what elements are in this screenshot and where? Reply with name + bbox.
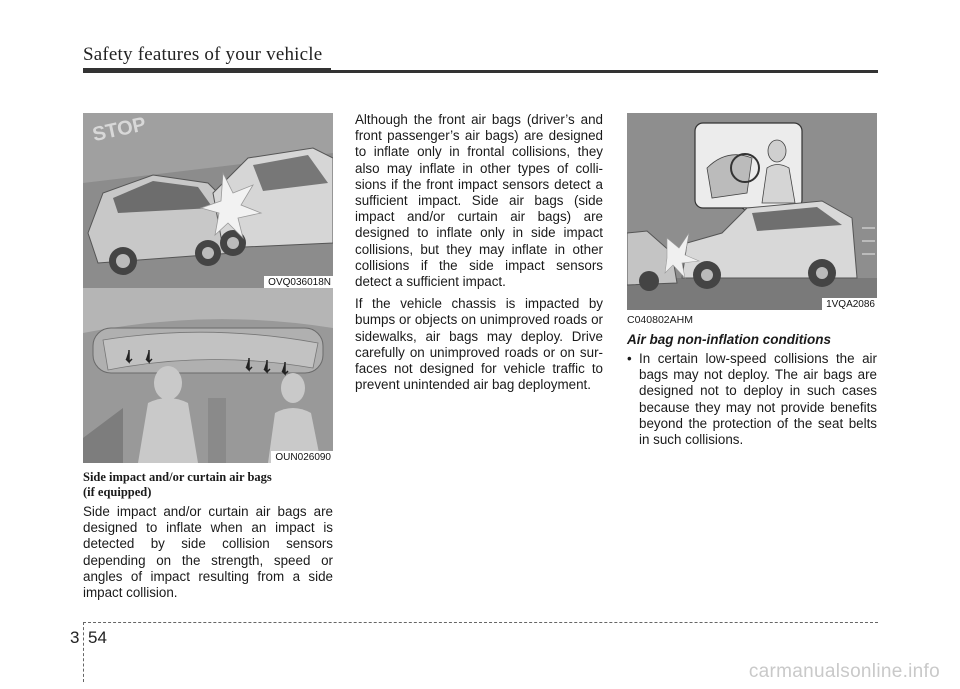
figure-code-label: OVQ036018N <box>264 276 333 288</box>
bullet-marker: • <box>627 351 632 366</box>
watermark-text: carmanualsonline.info <box>748 661 940 682</box>
left-body-text: Side impact and/or curtain air bags are designed to inflate when an impact is detected by side collision sensors depending on the strength, speed or angles of impact resulting from a side impact collision. <box>83 504 333 601</box>
header-rule-accent <box>83 68 331 73</box>
footer-divider <box>83 622 85 682</box>
figure-side-collision <box>83 113 333 288</box>
figure-code-label: OUN026090 <box>271 451 333 463</box>
side-collision-illustration <box>83 113 333 288</box>
left-column <box>83 470 333 601</box>
curtain-airbag-illustration <box>83 288 333 463</box>
page-header-title: Safety features of your vehicle <box>83 44 323 65</box>
caption-title: Side impact and/or curtain air bags <box>83 470 272 484</box>
middle-column <box>355 112 603 399</box>
chapter-number: 3 <box>70 628 80 647</box>
footer-rule <box>83 622 878 623</box>
section-code: C040802AHM <box>627 314 693 326</box>
bullet-item <box>627 351 877 448</box>
caption-subtitle: (if equipped) <box>83 485 152 499</box>
figure-front-collision <box>627 113 877 310</box>
front-collision-illustration <box>627 113 877 310</box>
middle-paragraph-2: If the vehicle chassis is impacted by bumps or objects on unimproved roads or sidewalks, air bags may deploy. Drive carefully on unimproved roads or on sur-faces not designed for vehicle traffic to prevent unintended air bag deployment. <box>355 296 603 393</box>
stop-road-marking: STOP <box>90 113 149 147</box>
figure-code-label: 1VQA2086 <box>822 298 877 310</box>
page-number: 54 <box>88 628 107 647</box>
section-heading: Air bag non-inflation conditions <box>627 332 831 347</box>
bullet-text: In certain low-speed collisions the air bags may not deploy. The air bags are designed not to deploy in such cases because they may not provide benefits beyond the protection of the seat belts in such collisions. <box>639 351 877 448</box>
figure-curtain-airbag <box>83 288 333 463</box>
middle-paragraph-1: Although the front air bags (driver’s and front passenger’s air bags) are designed to inflate only in frontal collisions, they also may inflate in other types of colli-sions if the front impact sensors detect a sufficient impact. Side air bags (side impact and/or curtain air bags) are designed to inflate only in side impact collisions, but they may inflate in other collisions if the side impact sensors detect a sufficient impact. <box>355 112 603 290</box>
right-column <box>627 314 877 448</box>
